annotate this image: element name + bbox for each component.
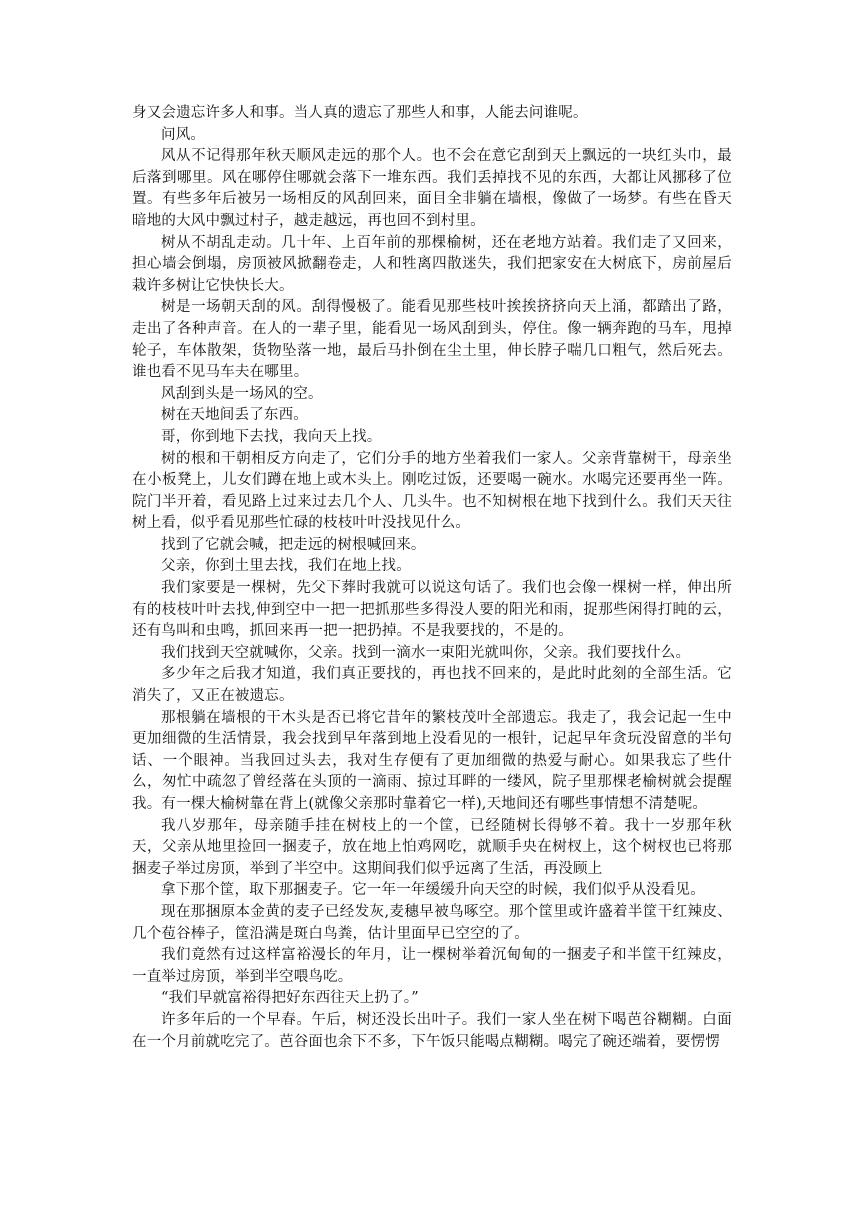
paragraph-16: 我八岁那年，母亲随手挂在树枝上的一个筐，已经随树长得够不着。我十一岁那年秋天，父亲从地里捡回一捆麦子，放在地上怕鸡网吃，就顺手央在树杈上，这个树杈也已将那捆麦子举过房顶，举到了半空中。这期间我们似乎远离了生活，再没顾上	[132, 817, 732, 877]
paragraph-7: 树在天地间丢了东西。	[161, 407, 308, 424]
paragraph-9: 树的根和干朝相反方向走了，它们分手的地方坐着我们一家人。父亲背靠树干，母亲坐在小板凳上，儿女们蹲在地上或木头上。刚吃过饭，还要喝一碗水。水喝完还要再坐一阵。院门半开着，看见路上过来过去几个人、几头牛。也不知树根在地下找到什么。我们天天往树上看，似乎看见那些忙碌的枝枝叶叶没找见什么。	[132, 450, 732, 532]
paragraph-12: 我们家要是一棵树，先父下葬时我就可以说这句话了。我们也会像一棵树一样，伸出所有的枝枝叶叶去找,伸到空中一把一把抓那些多得没人要的阳光和雨，捉那些闲得打盹的云，还有鸟叫和虫鸣，抓回来再一把一把扔掉。不是我要找的，不是的。	[132, 580, 732, 640]
paragraph-5: 树是一场朝天刮的风。刮得慢极了。能看见那些枝叶挨挨挤挤向天上涌，都踏出了路，走出了各种声音。在人的一辈子里，能看见一场风刮到头，停住。像一辆奔跑的马车，甩掉轮子，车体散架，货物坠落一地，最后马扑倒在尘土里，伸长脖子喘几口粗气，然后死去。谁也看不见马车夫在哪里。	[132, 299, 732, 381]
article-body	[132, 103, 732, 1053]
paragraph-6: 风刮到头是一场风的空。	[161, 385, 323, 402]
paragraph-17: 拿下那个筐，取下那捆麦子。它一年一年缓缓升向天空的时候，我们似乎从没看见。	[161, 882, 705, 899]
paragraph-3: 风从不记得那年秋天顺风走远的那个人。也不会在意它刮到天上飘远的一块红头巾，最后落到哪里。风在哪停住哪就会落下一堆东西。我们丢掉找不见的东西，大都让风挪移了位置。有些多年后被另一场相反的风刮回来，面目全非躺在墙根，像做了一场梦。有些在昏天暗地的大风中飘过村子，越走越远，再也回不到村里。	[132, 148, 732, 229]
paragraph-15: 那根躺在墙根的干木头是否已将它昔年的繁枝茂叶全部遗忘。我走了，我会记起一生中更加细微的生活情景，我会找到早年落到地上没看见的一根针，记起早年贪玩没留意的半句话、一个眼神。当我回过头去，我对生存便有了更加细微的热爱与耐心。如果我忘了些什么，匆忙中疏忽了曾经落在头顶的一滴雨、掠过耳畔的一缕风，院子里那棵老榆树就会提醒我。有一棵大榆树靠在背上(就像父亲那时靠着它一样),天地间还有哪些事情想不清楚呢。	[132, 709, 732, 812]
paragraph-13: 我们找到天空就喊你，父亲。找到一滴水一束阳光就叫你，父亲。我们要找什么。	[161, 644, 691, 661]
paragraph-2: 问风。	[161, 126, 206, 143]
paragraph-14: 多少年之后我才知道，我们真正要找的，再也找不回来的，是此时此刻的全部生活。它消失了，又正在被遗忘。	[132, 666, 732, 705]
paragraph-18: 现在那捆原本金黄的麦子已经发灰,麦穗早被鸟啄空。那个筐里或许盛着半筐干红辣皮、几个苞谷棒子，筐沿满是斑白鸟粪，估计里面早已空空的了。	[132, 903, 732, 942]
paragraph-1: 身又会遗忘许多人和事。当人真的遗忘了那些人和事，人能去问谁呢。	[132, 105, 588, 121]
paragraph-8: 哥，你到地下去找，我向天上找。	[161, 428, 382, 445]
paragraph-20: “我们早就富裕得把好东西往天上扔了。”	[161, 990, 419, 1007]
paragraph-10: 找到了它就会喊，把走远的树根喊回来。	[161, 536, 426, 553]
paragraph-19: 我们竟然有过这样富裕漫长的年月，让一棵树举着沉甸甸的一捆麦子和半筐干红辣皮，一直举过房顶，举到半空喂鸟吃。	[132, 947, 732, 985]
paragraph-4: 树从不胡乱走动。几十年、上百年前的那棵榆树，还在老地方站着。我们走了又回来，担心墙会倒塌，房顶被风掀翻卷走，人和牲离四散迷失，我们把家安在大树底下，房前屋后栽许多树让它快快长大。	[132, 234, 732, 294]
paragraph-11: 父亲，你到土里去找，我们在地上找。	[161, 558, 411, 575]
paragraph-21: 许多年后的一个早春。午后，树还没长出叶子。我们一家人坐在树下喝芭谷糊糊。白面在一个月前就吃完了。芭谷面也余下不多，下午饭只能喝点糊糊。喝完了碗还端着，要愣愣	[132, 1011, 732, 1050]
